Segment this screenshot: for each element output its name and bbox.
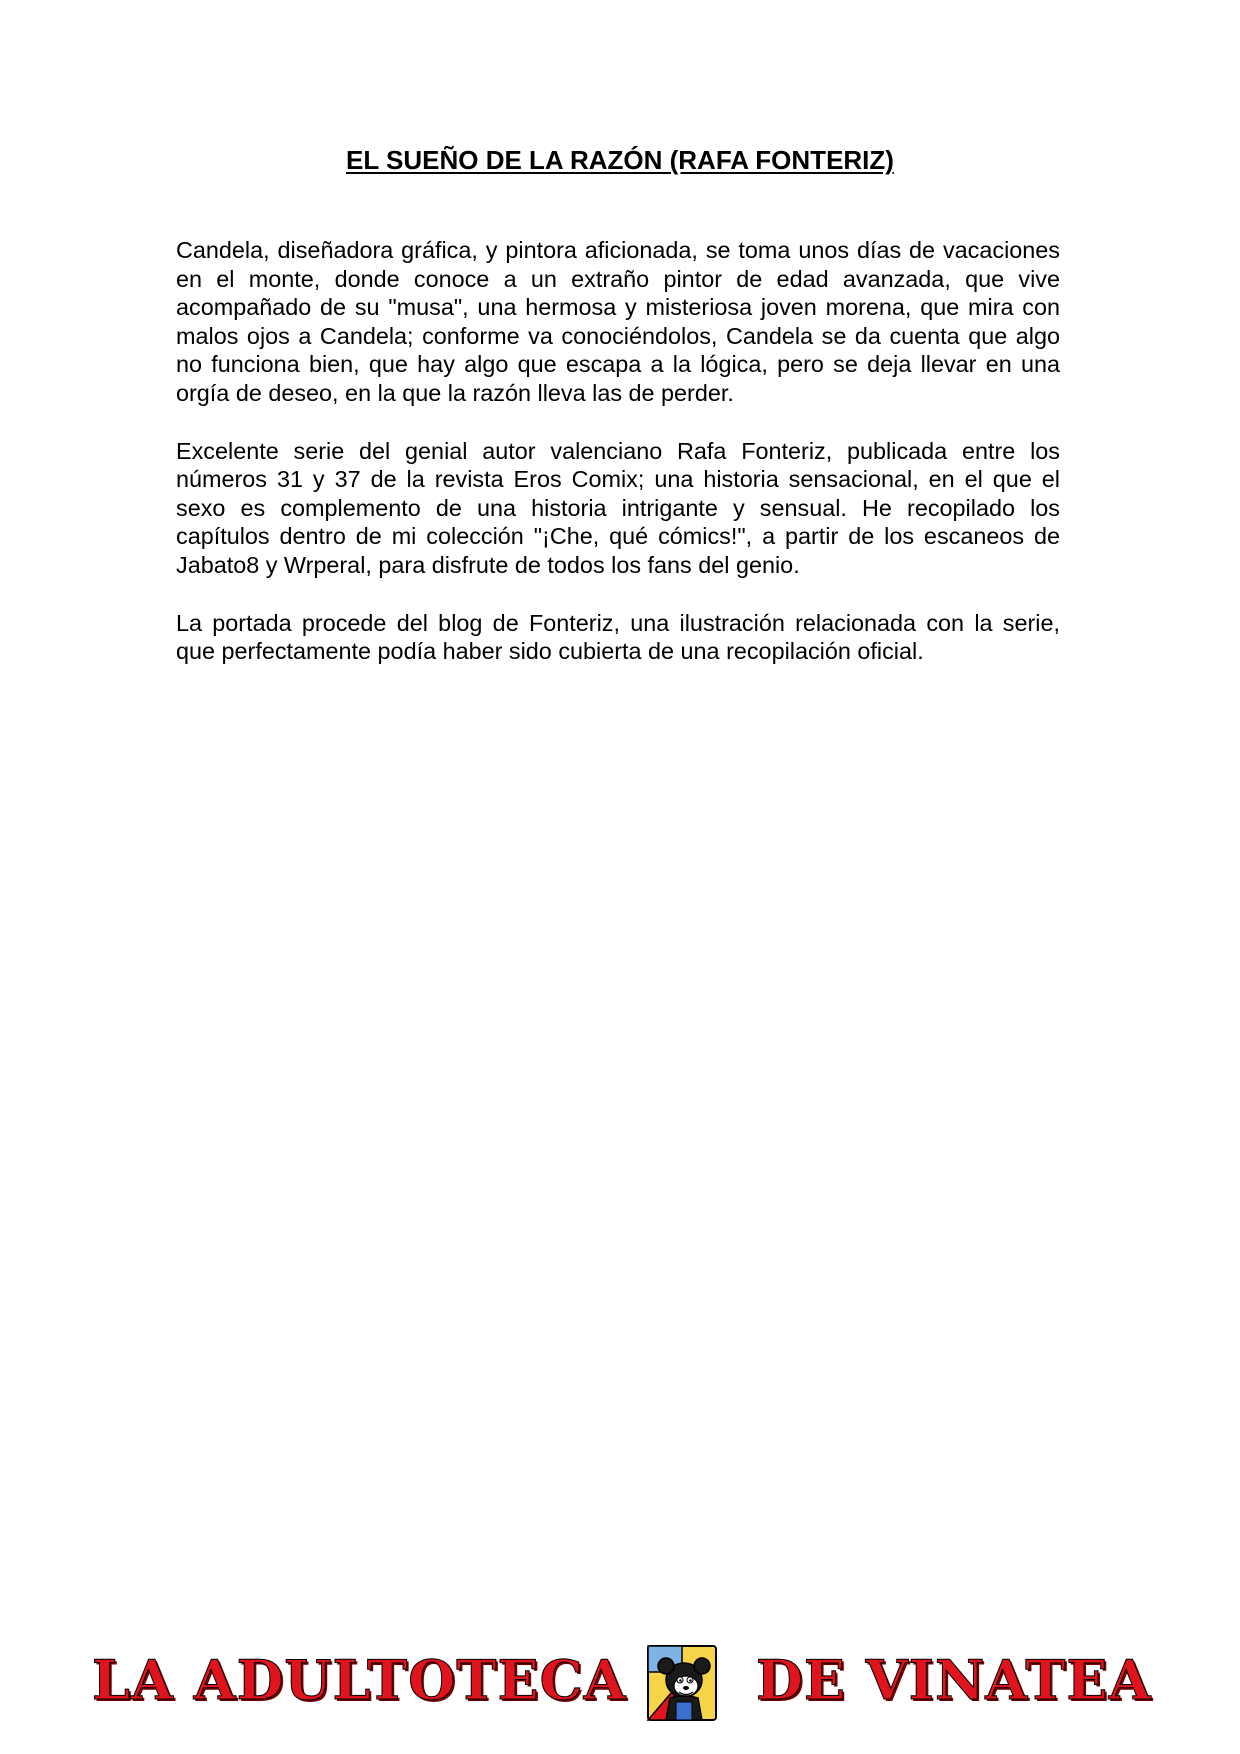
document-body bbox=[176, 236, 1060, 695]
paragraph-2: Excelente serie del genial autor valenciano Rafa Fonteriz, publicada entre los números 31 y 37 de la revista Eros Comix; una historia sensacional, en el que el sexo es complemento de una historia intrigante y sensual. He recopilado los capítulos dentro de mi colección "¡Che, qué cómics!", a partir de los escaneos de Jabato8 y Wrperal, para disfrute de todos los fans del genio. bbox=[176, 437, 1060, 578]
cartoon-mascot-icon bbox=[642, 1640, 722, 1724]
paragraph-3: La portada procede del blog de Fonteriz, una ilustración relacionada con la serie, que perfectamente podía haber sido cubierta de una recopilación oficial. bbox=[176, 609, 1060, 665]
footer-banner bbox=[0, 1640, 1240, 1725]
footer-right-text: DE VINATEA bbox=[756, 1648, 1152, 1712]
paragraph-1: Candela, diseñadora gráfica, y pintora aficionada, se toma unos días de vacaciones en el monte, donde conoce a un extraño pintor de edad avanzada, que vive acompañado de su "musa", una hermosa y misteriosa joven morena, que mira con malos ojos a Candela; conforme va conociéndolos, Candela se da cuenta que algo no funciona bien, que hay algo que escapa a la lógica, pero se deja llevar en una orgía de deseo, en la que la razón lleva las de perder. bbox=[176, 237, 1060, 406]
page-title: EL SUEÑO DE LA RAZÓN (RAFA FONTERIZ) bbox=[346, 145, 894, 175]
footer-left-text: LA ADULTOTECA bbox=[92, 1648, 627, 1712]
